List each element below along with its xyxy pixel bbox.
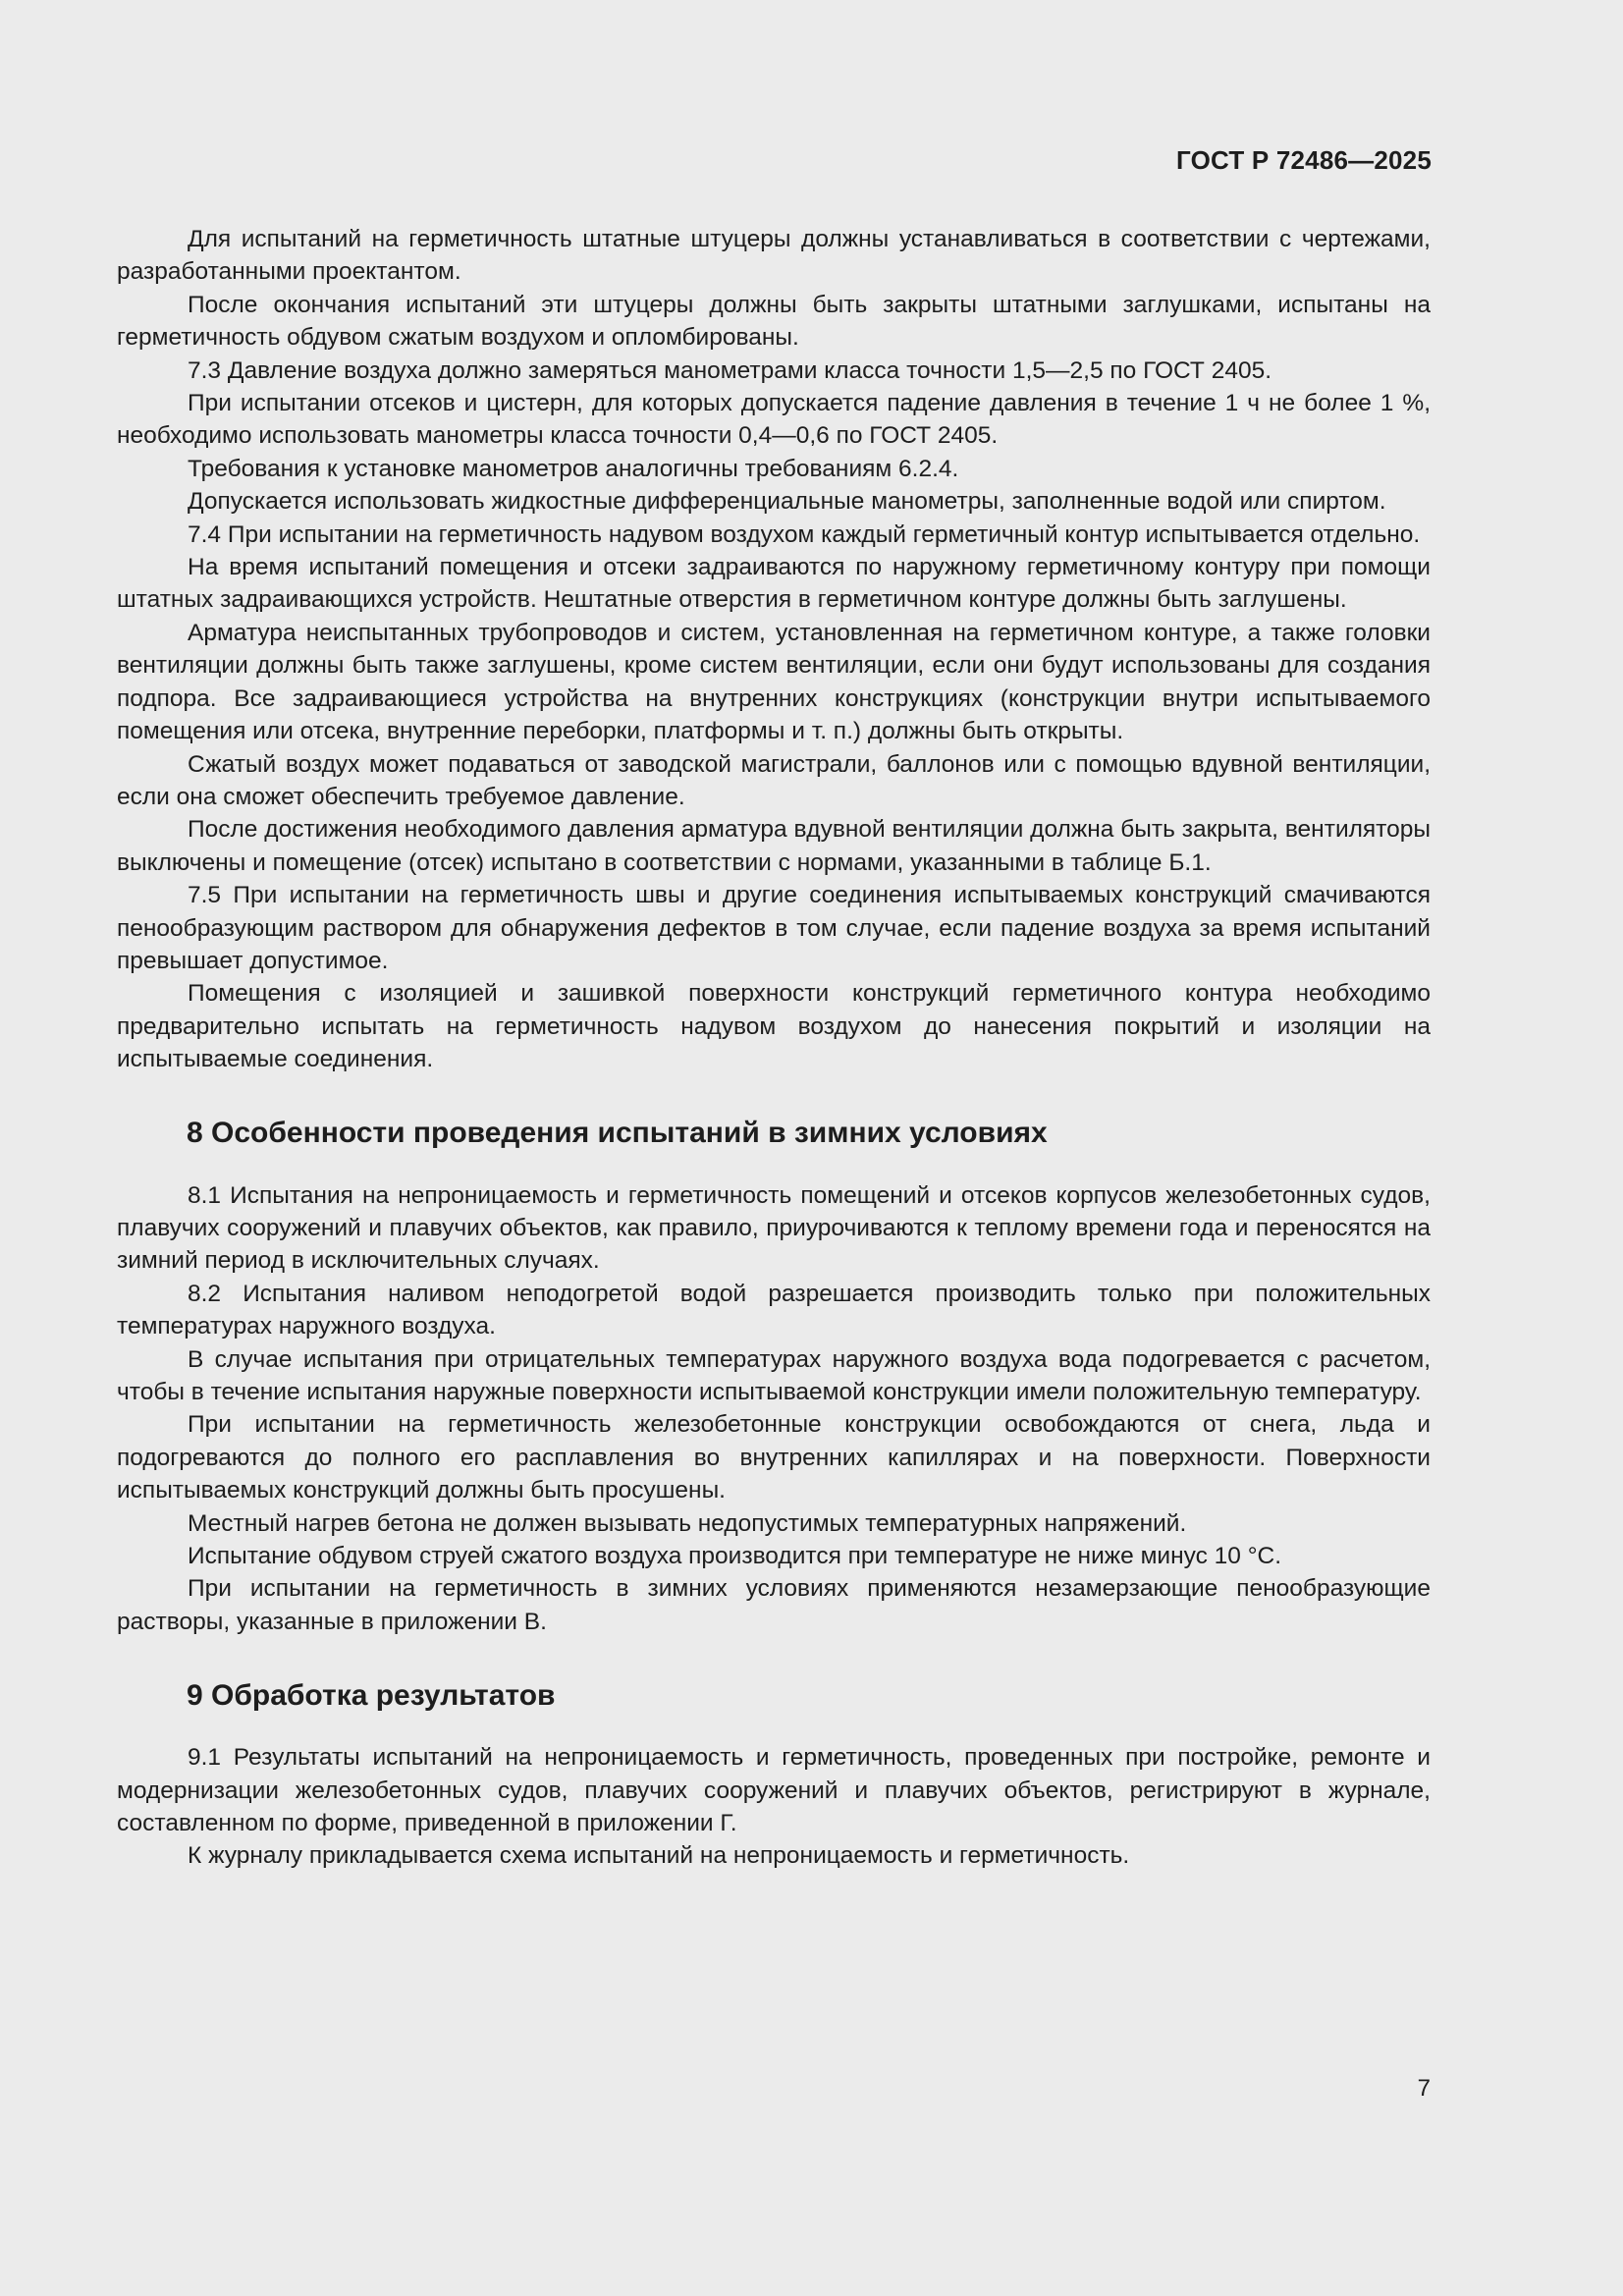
paragraph: 7.5 При испытании на герметичность швы и другие соединения испытываемых конструкций смачиваются пенообразующим раствором для обнаружения дефектов в том случае, если падение воздуха за время испытаний превышает допустимое. <box>117 882 1431 974</box>
paragraph: Испытание обдувом струей сжатого воздуха производится при температуре не ниже минус 10 °С. <box>188 1543 1282 1570</box>
paragraph: 9.1 Результаты испытаний на непроницаемость и герметичность, проведенных при постройке, ремонте и модернизации железобетонных судов, плавучих сооружений и плавучих объектов, регистрируют в журнале, составленном по форме, приведенной в приложении Г. <box>117 1744 1431 1837</box>
paragraph: Местный нагрев бетона не должен вызывать недопустимых температурных напряжений. <box>188 1509 1187 1537</box>
paragraph: На время испытаний помещения и отсеки задраиваются по наружному герметичному контуру при помощи штатных задраивающихся устройств. Нештатные отверстия в герметичном контуре должны быть заглушены. <box>117 554 1431 614</box>
paragraph: Допускается использовать жидкостные дифференциальные манометры, заполненные водой или спиртом. <box>188 488 1386 516</box>
paragraph: 8.2 Испытания наливом неподогретой водой разрешается производить только при положительных температурах наружного воздуха. <box>117 1280 1431 1340</box>
paragraph: При испытании на герметичность железобетонные конструкции освобождаются от снега, льда и подогреваются до полного его расплавления во внутренних капиллярах и на поверхности. Поверхности испытываемых конструкций должны быть просушены. <box>117 1411 1431 1504</box>
paragraph: 8.1 Испытания на непроницаемость и герметичность помещений и отсеков корпусов железобетонных судов, плавучих сооружений и плавучих объектов, как правило, приурочиваются к теплому времени года и переносятся на зимний период в исключительных случаях. <box>117 1181 1431 1275</box>
paragraph: При испытании на герметичность в зимних условиях применяются незамерзающие пенообразующие растворы, указанные в приложении В. <box>117 1575 1431 1635</box>
paragraph: 7.4 При испытании на герметичность надувом воздухом каждый герметичный контур испытывается отдельно. <box>188 520 1421 548</box>
paragraph: Сжатый воздух может подаваться от заводской магистрали, баллонов или с помощью вдувной вентиляции, если она сможет обеспечить требуемое давление. <box>117 750 1431 810</box>
document-body <box>117 223 1431 1873</box>
paragraph: К журналу прикладывается схема испытаний на непроницаемость и герметичность. <box>188 1842 1130 1870</box>
paragraph: Арматура неиспытанных трубопроводов и систем, установленная на герметичном контуре, а также головки вентиляции должны быть также заглушены, кроме систем вентиляции, если они будут использованы для создания подпора. Все задраивающиеся устройства на внутренних конструкциях (конструкции внутри испытываемого помещения или отсека, внутренние переборки, платформы и т. п.) должны быть открыты. <box>117 619 1431 745</box>
document-code-header: ГОСТ Р 72486—2025 <box>1176 145 1432 175</box>
paragraph: В случае испытания при отрицательных температурах наружного воздуха вода подогревается с расчетом, чтобы в течение испытания наружные поверхности испытываемой конструкции имели положительную температуру. <box>117 1345 1431 1405</box>
paragraph: После достижения необходимого давления арматура вдувной вентиляции должна быть закрыта, вентиляторы выключены и помещение (отсек) испытано в соответствии с нормами, указанными в таблице Б.1. <box>117 816 1431 876</box>
paragraph: Для испытаний на герметичность штатные штуцеры должны устанавливаться в соответствии с чертежами, разработанными проектантом. <box>117 226 1431 286</box>
section-9-heading: 9 Обработка результатов <box>187 1679 556 1713</box>
paragraph: После окончания испытаний эти штуцеры должны быть закрыты штатными заглушками, испытаны на герметичность обдувом сжатым воздухом и опломбированы. <box>117 291 1431 352</box>
page-number: 7 <box>1417 2075 1431 2102</box>
paragraph: 7.3 Давление воздуха должно замеряться манометрами класса точности 1,5—2,5 по ГОСТ 2405. <box>188 356 1272 384</box>
paragraph: Помещения с изоляцией и зашивкой поверхности конструкций герметичного контура необходимо предварительно испытать на герметичность надувом воздухом до нанесения покрытий и изоляции на испытываемые соединения. <box>117 980 1431 1073</box>
paragraph: Требования к установке манометров аналогичны требованиям 6.2.4. <box>188 455 959 482</box>
paragraph: При испытании отсеков и цистерн, для которых допускается падение давления в течение 1 ч не более 1 %, необходимо использовать манометры класса точности 0,4—0,6 по ГОСТ 2405. <box>117 390 1431 450</box>
section-8-heading: 8 Особенности проведения испытаний в зимних условиях <box>187 1116 1048 1149</box>
